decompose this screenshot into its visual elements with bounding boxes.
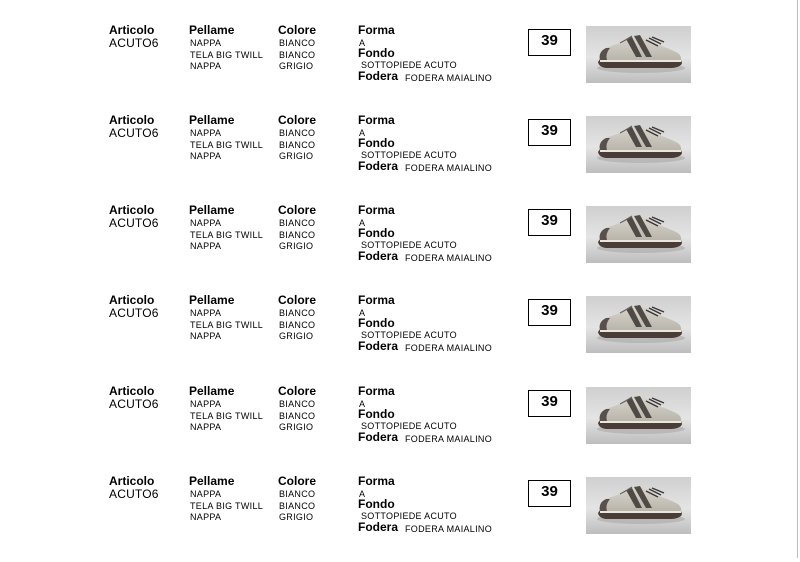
fondo-label: Fondo bbox=[358, 407, 395, 421]
fodera-value: FODERA MAIALINO bbox=[405, 343, 493, 353]
colore-label: Colore bbox=[278, 113, 317, 127]
fodera-value: FODERA MAIALINO bbox=[405, 524, 493, 534]
colore-value-1: BIANCO bbox=[279, 218, 316, 228]
articolo-value: ACUTO6 bbox=[109, 306, 159, 320]
colore-label: Colore bbox=[278, 203, 317, 217]
record-row bbox=[0, 111, 800, 201]
colore-value-3: GRIGIO bbox=[279, 151, 314, 161]
pellame-value-3: NAPPA bbox=[190, 151, 222, 161]
colore-value-1: BIANCO bbox=[279, 489, 316, 499]
fondo-value: SOTTOPIEDE ACUTO bbox=[361, 421, 457, 431]
pellame-value-2: TELA BIG TWILL bbox=[190, 49, 264, 60]
sneaker-photo bbox=[586, 26, 691, 83]
sneaker-icon bbox=[586, 116, 691, 173]
fodera-label: Fodera bbox=[358, 339, 399, 353]
forma-label: Forma bbox=[358, 23, 395, 37]
articolo-value: ACUTO6 bbox=[109, 126, 159, 140]
pellame-label: Pellame bbox=[189, 474, 235, 488]
sneaker-photo bbox=[586, 296, 691, 353]
fondo-value: SOTTOPIEDE ACUTO bbox=[361, 511, 457, 521]
size-box: 39 bbox=[528, 390, 571, 417]
colore-value-2: BIANCO bbox=[279, 139, 316, 150]
pellame-value-1: NAPPA bbox=[190, 218, 222, 228]
fondo-label: Fondo bbox=[358, 497, 395, 511]
fondo-value: SOTTOPIEDE ACUTO bbox=[361, 60, 457, 70]
colore-value-3: GRIGIO bbox=[279, 422, 314, 432]
articolo-value: ACUTO6 bbox=[109, 397, 159, 411]
forma-label: Forma bbox=[358, 293, 395, 307]
sneaker-photo bbox=[586, 206, 691, 263]
pellame-value-1: NAPPA bbox=[190, 128, 222, 138]
fodera-label: Fodera bbox=[358, 249, 399, 263]
record-row bbox=[0, 472, 800, 562]
forma-label: Forma bbox=[358, 203, 395, 217]
forma-label: Forma bbox=[358, 384, 395, 398]
pellame-value-3: NAPPA bbox=[190, 331, 222, 341]
record-row bbox=[0, 21, 800, 111]
pellame-value-2: TELA BIG TWILL bbox=[190, 410, 264, 421]
colore-value-2: BIANCO bbox=[279, 319, 316, 330]
pellame-label: Pellame bbox=[189, 384, 235, 398]
sneaker-icon bbox=[586, 206, 691, 263]
forma-value: A bbox=[359, 218, 366, 228]
fondo-value: SOTTOPIEDE ACUTO bbox=[361, 150, 457, 160]
colore-value-1: BIANCO bbox=[279, 38, 316, 48]
fondo-value: SOTTOPIEDE ACUTO bbox=[361, 330, 457, 340]
size-box: 39 bbox=[528, 119, 571, 146]
fondo-label: Fondo bbox=[358, 136, 395, 150]
colore-value-2: BIANCO bbox=[279, 49, 316, 60]
pellame-label: Pellame bbox=[189, 23, 235, 37]
fodera-label: Fodera bbox=[358, 159, 399, 173]
record-row bbox=[0, 382, 800, 472]
fodera-label: Fodera bbox=[358, 520, 399, 534]
pellame-value-2: TELA BIG TWILL bbox=[190, 319, 264, 330]
forma-value: A bbox=[359, 128, 366, 138]
sneaker-photo bbox=[586, 477, 691, 534]
forma-value: A bbox=[359, 489, 366, 499]
forma-label: Forma bbox=[358, 474, 395, 488]
page-edge bbox=[797, 0, 798, 558]
articolo-value: ACUTO6 bbox=[109, 216, 159, 230]
fondo-label: Fondo bbox=[358, 316, 395, 330]
colore-label: Colore bbox=[278, 384, 317, 398]
sneaker-icon bbox=[586, 387, 691, 444]
articolo-label: Articolo bbox=[109, 474, 155, 488]
pellame-label: Pellame bbox=[189, 203, 235, 217]
articolo-value: ACUTO6 bbox=[109, 487, 159, 501]
articolo-value: ACUTO6 bbox=[109, 36, 159, 50]
fodera-value: FODERA MAIALINO bbox=[405, 253, 493, 263]
pellame-value-3: NAPPA bbox=[190, 422, 222, 432]
sneaker-icon bbox=[586, 296, 691, 353]
colore-value-3: GRIGIO bbox=[279, 331, 314, 341]
colore-value-3: GRIGIO bbox=[279, 241, 314, 251]
fodera-label: Fodera bbox=[358, 430, 399, 444]
articolo-label: Articolo bbox=[109, 384, 155, 398]
pellame-label: Pellame bbox=[189, 293, 235, 307]
colore-value-3: GRIGIO bbox=[279, 61, 314, 71]
sneaker-photo bbox=[586, 387, 691, 444]
pellame-value-1: NAPPA bbox=[190, 399, 222, 409]
fondo-value: SOTTOPIEDE ACUTO bbox=[361, 240, 457, 250]
forma-value: A bbox=[359, 38, 366, 48]
colore-value-1: BIANCO bbox=[279, 128, 316, 138]
forma-value: A bbox=[359, 399, 366, 409]
size-box: 39 bbox=[528, 209, 571, 236]
colore-label: Colore bbox=[278, 23, 317, 37]
sneaker-photo bbox=[586, 116, 691, 173]
pellame-value-2: TELA BIG TWILL bbox=[190, 500, 264, 511]
fondo-label: Fondo bbox=[358, 226, 395, 240]
pellame-value-2: TELA BIG TWILL bbox=[190, 139, 264, 150]
pellame-label: Pellame bbox=[189, 113, 235, 127]
colore-value-2: BIANCO bbox=[279, 229, 316, 240]
forma-value: A bbox=[359, 308, 366, 318]
colore-value-1: BIANCO bbox=[279, 308, 316, 318]
colore-label: Colore bbox=[278, 474, 317, 488]
fondo-label: Fondo bbox=[358, 46, 395, 60]
colore-value-2: BIANCO bbox=[279, 500, 316, 511]
articolo-label: Articolo bbox=[109, 293, 155, 307]
colore-label: Colore bbox=[278, 293, 317, 307]
sneaker-icon bbox=[586, 26, 691, 83]
fodera-value: FODERA MAIALINO bbox=[405, 163, 493, 173]
record-row bbox=[0, 201, 800, 291]
pellame-value-3: NAPPA bbox=[190, 241, 222, 251]
pellame-value-1: NAPPA bbox=[190, 38, 222, 48]
fodera-label: Fodera bbox=[358, 69, 399, 83]
colore-value-2: BIANCO bbox=[279, 410, 316, 421]
fodera-value: FODERA MAIALINO bbox=[405, 434, 493, 444]
colore-value-3: GRIGIO bbox=[279, 512, 314, 522]
articolo-label: Articolo bbox=[109, 23, 155, 37]
pellame-value-3: NAPPA bbox=[190, 61, 222, 71]
pellame-value-1: NAPPA bbox=[190, 489, 222, 499]
size-box: 39 bbox=[528, 299, 571, 326]
sneaker-icon bbox=[586, 477, 691, 534]
fodera-value: FODERA MAIALINO bbox=[405, 73, 493, 83]
pellame-value-3: NAPPA bbox=[190, 512, 222, 522]
articolo-label: Articolo bbox=[109, 113, 155, 127]
size-box: 39 bbox=[528, 29, 571, 56]
pellame-value-1: NAPPA bbox=[190, 308, 222, 318]
articolo-label: Articolo bbox=[109, 203, 155, 217]
record-row bbox=[0, 291, 800, 381]
size-box: 39 bbox=[528, 480, 571, 507]
colore-value-1: BIANCO bbox=[279, 399, 316, 409]
pellame-value-2: TELA BIG TWILL bbox=[190, 229, 264, 240]
forma-label: Forma bbox=[358, 113, 395, 127]
